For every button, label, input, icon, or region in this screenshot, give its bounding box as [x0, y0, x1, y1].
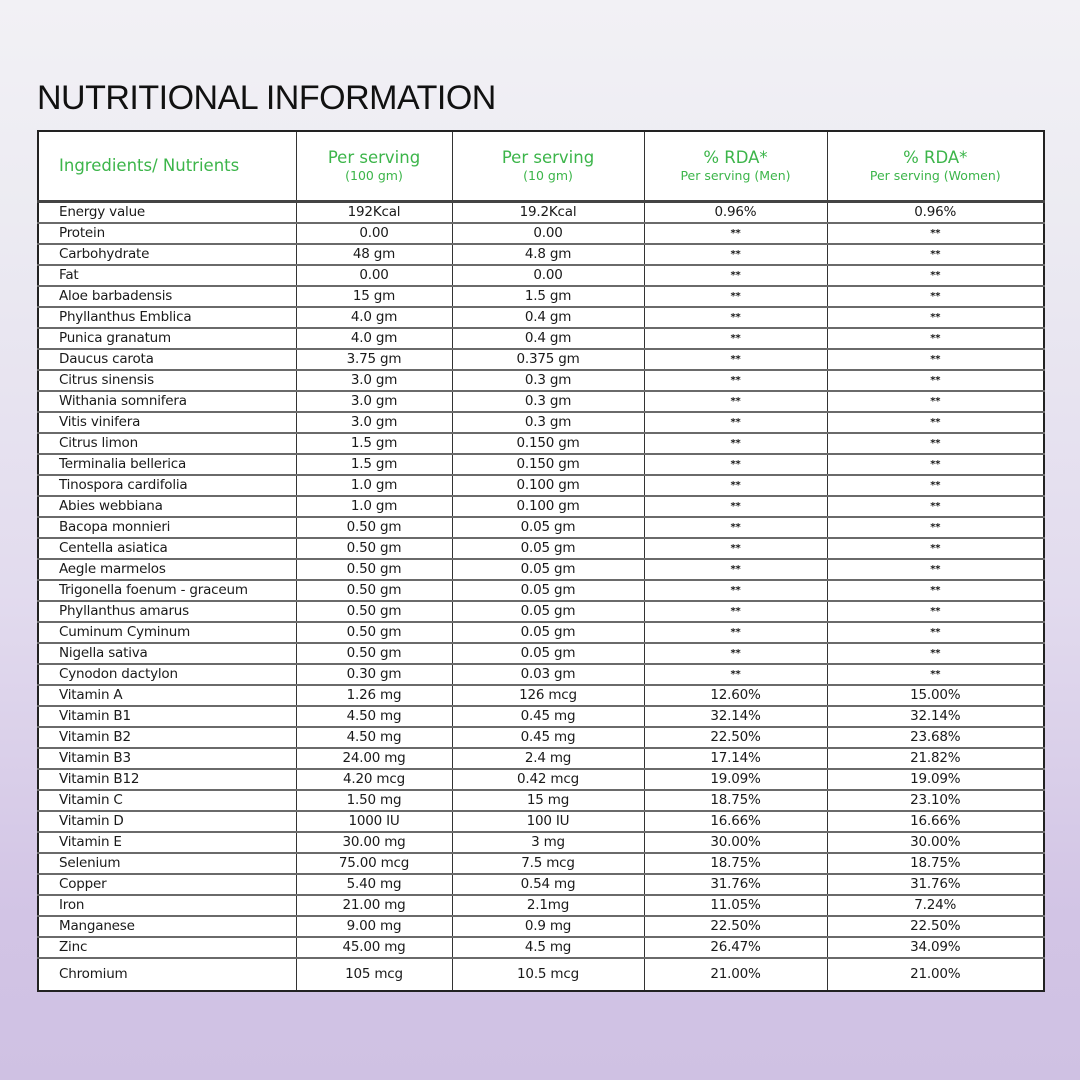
cell-rda-men: **	[644, 580, 827, 601]
header-rda-women: % RDA* Per serving (Women)	[827, 131, 1044, 202]
cell-per-100g: 192Kcal	[296, 202, 452, 224]
cell-rda-men: **	[644, 412, 827, 433]
table-row	[38, 202, 1044, 224]
cell-per-100g: 105 mcg	[296, 958, 452, 991]
cell-rda-men: 18.75%	[644, 790, 827, 811]
cell-rda-men: 11.05%	[644, 895, 827, 916]
cell-name: Trigonella foenum - graceum	[38, 580, 296, 601]
cell-per-10g: 0.9 mg	[452, 916, 644, 937]
cell-rda-women: 21.82%	[827, 748, 1044, 769]
cell-per-10g: 0.05 gm	[452, 517, 644, 538]
cell-per-10g: 0.45 mg	[452, 706, 644, 727]
cell-name: Vitamin B12	[38, 769, 296, 790]
table-row	[38, 790, 1044, 811]
cell-rda-women: 16.66%	[827, 811, 1044, 832]
cell-rda-men: 22.50%	[644, 727, 827, 748]
cell-rda-women: 22.50%	[827, 916, 1044, 937]
cell-per-10g: 0.05 gm	[452, 580, 644, 601]
cell-name: Carbohydrate	[38, 244, 296, 265]
table-row	[38, 622, 1044, 643]
cell-per-100g: 4.20 mcg	[296, 769, 452, 790]
cell-per-100g: 1.50 mg	[296, 790, 452, 811]
header-ingredients: Ingredients/ Nutrients	[38, 131, 296, 202]
table-row	[38, 916, 1044, 937]
cell-name: Vitamin D	[38, 811, 296, 832]
table-row	[38, 937, 1044, 958]
cell-per-10g: 0.54 mg	[452, 874, 644, 895]
cell-per-100g: 0.00	[296, 223, 452, 244]
cell-per-10g: 0.3 gm	[452, 391, 644, 412]
cell-per-10g: 2.1mg	[452, 895, 644, 916]
cell-rda-women: **	[827, 454, 1044, 475]
cell-per-10g: 0.150 gm	[452, 433, 644, 454]
cell-rda-women: 31.76%	[827, 874, 1044, 895]
cell-rda-men: 0.96%	[644, 202, 827, 224]
cell-name: Punica granatum	[38, 328, 296, 349]
cell-rda-men: **	[644, 244, 827, 265]
cell-rda-women: 23.68%	[827, 727, 1044, 748]
table-row	[38, 370, 1044, 391]
cell-per-100g: 5.40 mg	[296, 874, 452, 895]
cell-per-100g: 45.00 mg	[296, 937, 452, 958]
cell-per-10g: 0.05 gm	[452, 601, 644, 622]
cell-rda-women: **	[827, 223, 1044, 244]
table-row	[38, 223, 1044, 244]
cell-per-100g: 75.00 mcg	[296, 853, 452, 874]
cell-per-100g: 1.0 gm	[296, 496, 452, 517]
cell-per-10g: 0.42 mcg	[452, 769, 644, 790]
cell-per-10g: 0.05 gm	[452, 622, 644, 643]
cell-rda-men: **	[644, 643, 827, 664]
cell-rda-men: **	[644, 454, 827, 475]
cell-rda-men: **	[644, 601, 827, 622]
cell-rda-women: **	[827, 475, 1044, 496]
cell-per-10g: 10.5 mcg	[452, 958, 644, 991]
cell-per-100g: 4.50 mg	[296, 706, 452, 727]
header-row	[38, 131, 1044, 202]
cell-rda-men: 16.66%	[644, 811, 827, 832]
cell-rda-women: **	[827, 580, 1044, 601]
table-row	[38, 706, 1044, 727]
table-row	[38, 244, 1044, 265]
table-row	[38, 832, 1044, 853]
cell-name: Citrus sinensis	[38, 370, 296, 391]
table-row	[38, 727, 1044, 748]
cell-per-10g: 2.4 mg	[452, 748, 644, 769]
table-row	[38, 475, 1044, 496]
cell-name: Chromium	[38, 958, 296, 991]
table-row	[38, 412, 1044, 433]
cell-per-100g: 0.50 gm	[296, 643, 452, 664]
cell-per-100g: 3.75 gm	[296, 349, 452, 370]
cell-per-10g: 15 mg	[452, 790, 644, 811]
cell-rda-men: **	[644, 349, 827, 370]
cell-rda-men: **	[644, 223, 827, 244]
cell-per-10g: 0.150 gm	[452, 454, 644, 475]
cell-name: Vitamin E	[38, 832, 296, 853]
cell-per-10g: 0.3 gm	[452, 370, 644, 391]
cell-per-10g: 4.8 gm	[452, 244, 644, 265]
cell-rda-women: 23.10%	[827, 790, 1044, 811]
cell-rda-men: 19.09%	[644, 769, 827, 790]
cell-rda-men: **	[644, 559, 827, 580]
table-row	[38, 685, 1044, 706]
cell-per-10g: 0.05 gm	[452, 538, 644, 559]
table-row	[38, 874, 1044, 895]
cell-rda-women: **	[827, 433, 1044, 454]
cell-per-10g: 0.375 gm	[452, 349, 644, 370]
cell-per-10g: 0.100 gm	[452, 475, 644, 496]
table-row	[38, 391, 1044, 412]
cell-name: Citrus limon	[38, 433, 296, 454]
table-row	[38, 811, 1044, 832]
cell-rda-women: 15.00%	[827, 685, 1044, 706]
cell-per-100g: 0.50 gm	[296, 538, 452, 559]
cell-name: Copper	[38, 874, 296, 895]
cell-rda-women: **	[827, 538, 1044, 559]
cell-rda-men: 22.50%	[644, 916, 827, 937]
cell-name: Aloe barbadensis	[38, 286, 296, 307]
cell-per-100g: 4.0 gm	[296, 307, 452, 328]
cell-name: Vitamin B2	[38, 727, 296, 748]
cell-rda-women: 21.00%	[827, 958, 1044, 991]
cell-per-100g: 1.26 mg	[296, 685, 452, 706]
table-row	[38, 349, 1044, 370]
cell-rda-women: **	[827, 559, 1044, 580]
cell-per-10g: 126 mcg	[452, 685, 644, 706]
cell-per-100g: 1000 IU	[296, 811, 452, 832]
cell-rda-men: 26.47%	[644, 937, 827, 958]
table-row	[38, 580, 1044, 601]
table-row	[38, 748, 1044, 769]
cell-rda-men: 32.14%	[644, 706, 827, 727]
cell-per-100g: 3.0 gm	[296, 391, 452, 412]
cell-name: Vitis vinifera	[38, 412, 296, 433]
cell-name: Vitamin B1	[38, 706, 296, 727]
cell-per-10g: 0.45 mg	[452, 727, 644, 748]
cell-rda-men: **	[644, 475, 827, 496]
cell-per-100g: 1.5 gm	[296, 433, 452, 454]
cell-name: Zinc	[38, 937, 296, 958]
cell-rda-women: **	[827, 391, 1044, 412]
cell-rda-women: 18.75%	[827, 853, 1044, 874]
cell-per-10g: 0.00	[452, 223, 644, 244]
table-row	[38, 496, 1044, 517]
cell-rda-women: **	[827, 601, 1044, 622]
cell-per-100g: 9.00 mg	[296, 916, 452, 937]
cell-per-10g: 7.5 mcg	[452, 853, 644, 874]
cell-per-100g: 1.0 gm	[296, 475, 452, 496]
table-row	[38, 769, 1044, 790]
cell-per-10g: 19.2Kcal	[452, 202, 644, 224]
table-row	[38, 517, 1044, 538]
cell-per-10g: 3 mg	[452, 832, 644, 853]
cell-rda-men: 31.76%	[644, 874, 827, 895]
cell-rda-women: **	[827, 370, 1044, 391]
cell-rda-women: 7.24%	[827, 895, 1044, 916]
cell-rda-women: **	[827, 328, 1044, 349]
cell-name: Vitamin B3	[38, 748, 296, 769]
cell-rda-men: **	[644, 391, 827, 412]
cell-per-100g: 3.0 gm	[296, 412, 452, 433]
cell-per-10g: 100 IU	[452, 811, 644, 832]
cell-rda-men: **	[644, 538, 827, 559]
cell-rda-women: 30.00%	[827, 832, 1044, 853]
cell-per-100g: 0.30 gm	[296, 664, 452, 685]
cell-per-100g: 0.50 gm	[296, 559, 452, 580]
cell-rda-men: **	[644, 622, 827, 643]
table-row	[38, 454, 1044, 475]
cell-rda-women: 0.96%	[827, 202, 1044, 224]
cell-per-100g: 1.5 gm	[296, 454, 452, 475]
cell-per-100g: 30.00 mg	[296, 832, 452, 853]
cell-rda-women: 19.09%	[827, 769, 1044, 790]
cell-name: Aegle marmelos	[38, 559, 296, 580]
cell-rda-men: 21.00%	[644, 958, 827, 991]
cell-rda-men: **	[644, 370, 827, 391]
cell-rda-women: **	[827, 412, 1044, 433]
cell-per-100g: 24.00 mg	[296, 748, 452, 769]
table-row	[38, 643, 1044, 664]
cell-name: Fat	[38, 265, 296, 286]
cell-per-100g: 0.50 gm	[296, 622, 452, 643]
cell-name: Energy value	[38, 202, 296, 224]
cell-name: Centella asiatica	[38, 538, 296, 559]
cell-rda-men: 12.60%	[644, 685, 827, 706]
table-row	[38, 853, 1044, 874]
header-per-serving-100: Per serving (100 gm)	[296, 131, 452, 202]
cell-rda-women: **	[827, 307, 1044, 328]
cell-rda-men: **	[644, 517, 827, 538]
table-row	[38, 895, 1044, 916]
cell-per-100g: 4.0 gm	[296, 328, 452, 349]
cell-per-10g: 0.4 gm	[452, 328, 644, 349]
table-row	[38, 664, 1044, 685]
cell-rda-women: **	[827, 517, 1044, 538]
cell-rda-men: **	[644, 328, 827, 349]
cell-rda-women: **	[827, 286, 1044, 307]
cell-rda-men: **	[644, 307, 827, 328]
cell-rda-men: **	[644, 286, 827, 307]
cell-rda-women: **	[827, 643, 1044, 664]
cell-name: Abies webbiana	[38, 496, 296, 517]
cell-name: Nigella sativa	[38, 643, 296, 664]
cell-per-100g: 0.00	[296, 265, 452, 286]
cell-name: Daucus carota	[38, 349, 296, 370]
cell-rda-women: 32.14%	[827, 706, 1044, 727]
cell-per-10g: 0.4 gm	[452, 307, 644, 328]
cell-name: Tinospora cardifolia	[38, 475, 296, 496]
cell-name: Cynodon dactylon	[38, 664, 296, 685]
cell-rda-women: **	[827, 622, 1044, 643]
cell-rda-men: 17.14%	[644, 748, 827, 769]
cell-rda-women: **	[827, 496, 1044, 517]
table-row	[38, 286, 1044, 307]
cell-rda-men: 18.75%	[644, 853, 827, 874]
cell-name: Withania somnifera	[38, 391, 296, 412]
cell-name: Vitamin C	[38, 790, 296, 811]
cell-per-10g: 0.03 gm	[452, 664, 644, 685]
cell-per-100g: 0.50 gm	[296, 601, 452, 622]
cell-name: Selenium	[38, 853, 296, 874]
cell-name: Phyllanthus Emblica	[38, 307, 296, 328]
table-row	[38, 307, 1044, 328]
cell-name: Protein	[38, 223, 296, 244]
table-row	[38, 433, 1044, 454]
cell-rda-men: **	[644, 496, 827, 517]
cell-per-100g: 0.50 gm	[296, 517, 452, 538]
cell-name: Vitamin A	[38, 685, 296, 706]
cell-rda-women: 34.09%	[827, 937, 1044, 958]
cell-rda-women: **	[827, 664, 1044, 685]
cell-per-100g: 0.50 gm	[296, 580, 452, 601]
cell-rda-men: **	[644, 664, 827, 685]
table-row	[38, 601, 1044, 622]
header-per-serving-10: Per serving (10 gm)	[452, 131, 644, 202]
cell-name: Phyllanthus amarus	[38, 601, 296, 622]
cell-name: Manganese	[38, 916, 296, 937]
cell-name: Cuminum Cyminum	[38, 622, 296, 643]
table-row	[38, 538, 1044, 559]
cell-rda-women: **	[827, 244, 1044, 265]
cell-rda-men: 30.00%	[644, 832, 827, 853]
page-title: NUTRITIONAL INFORMATION	[37, 79, 496, 117]
cell-per-100g: 48 gm	[296, 244, 452, 265]
cell-per-10g: 1.5 gm	[452, 286, 644, 307]
cell-per-100g: 4.50 mg	[296, 727, 452, 748]
nutrition-table	[37, 130, 1045, 992]
table-body	[38, 202, 1044, 992]
table-row	[38, 958, 1044, 991]
cell-per-100g: 3.0 gm	[296, 370, 452, 391]
cell-per-100g: 15 gm	[296, 286, 452, 307]
cell-name: Terminalia bellerica	[38, 454, 296, 475]
cell-per-10g: 0.3 gm	[452, 412, 644, 433]
cell-per-10g: 0.100 gm	[452, 496, 644, 517]
cell-rda-women: **	[827, 265, 1044, 286]
cell-rda-women: **	[827, 349, 1044, 370]
cell-per-10g: 0.05 gm	[452, 559, 644, 580]
cell-name: Iron	[38, 895, 296, 916]
header-rda-men: % RDA* Per serving (Men)	[644, 131, 827, 202]
cell-per-100g: 21.00 mg	[296, 895, 452, 916]
cell-rda-men: **	[644, 433, 827, 454]
table-row	[38, 559, 1044, 580]
cell-per-10g: 4.5 mg	[452, 937, 644, 958]
table-row	[38, 328, 1044, 349]
cell-name: Bacopa monnieri	[38, 517, 296, 538]
cell-per-10g: 0.05 gm	[452, 643, 644, 664]
cell-rda-men: **	[644, 265, 827, 286]
cell-per-10g: 0.00	[452, 265, 644, 286]
table-row	[38, 265, 1044, 286]
